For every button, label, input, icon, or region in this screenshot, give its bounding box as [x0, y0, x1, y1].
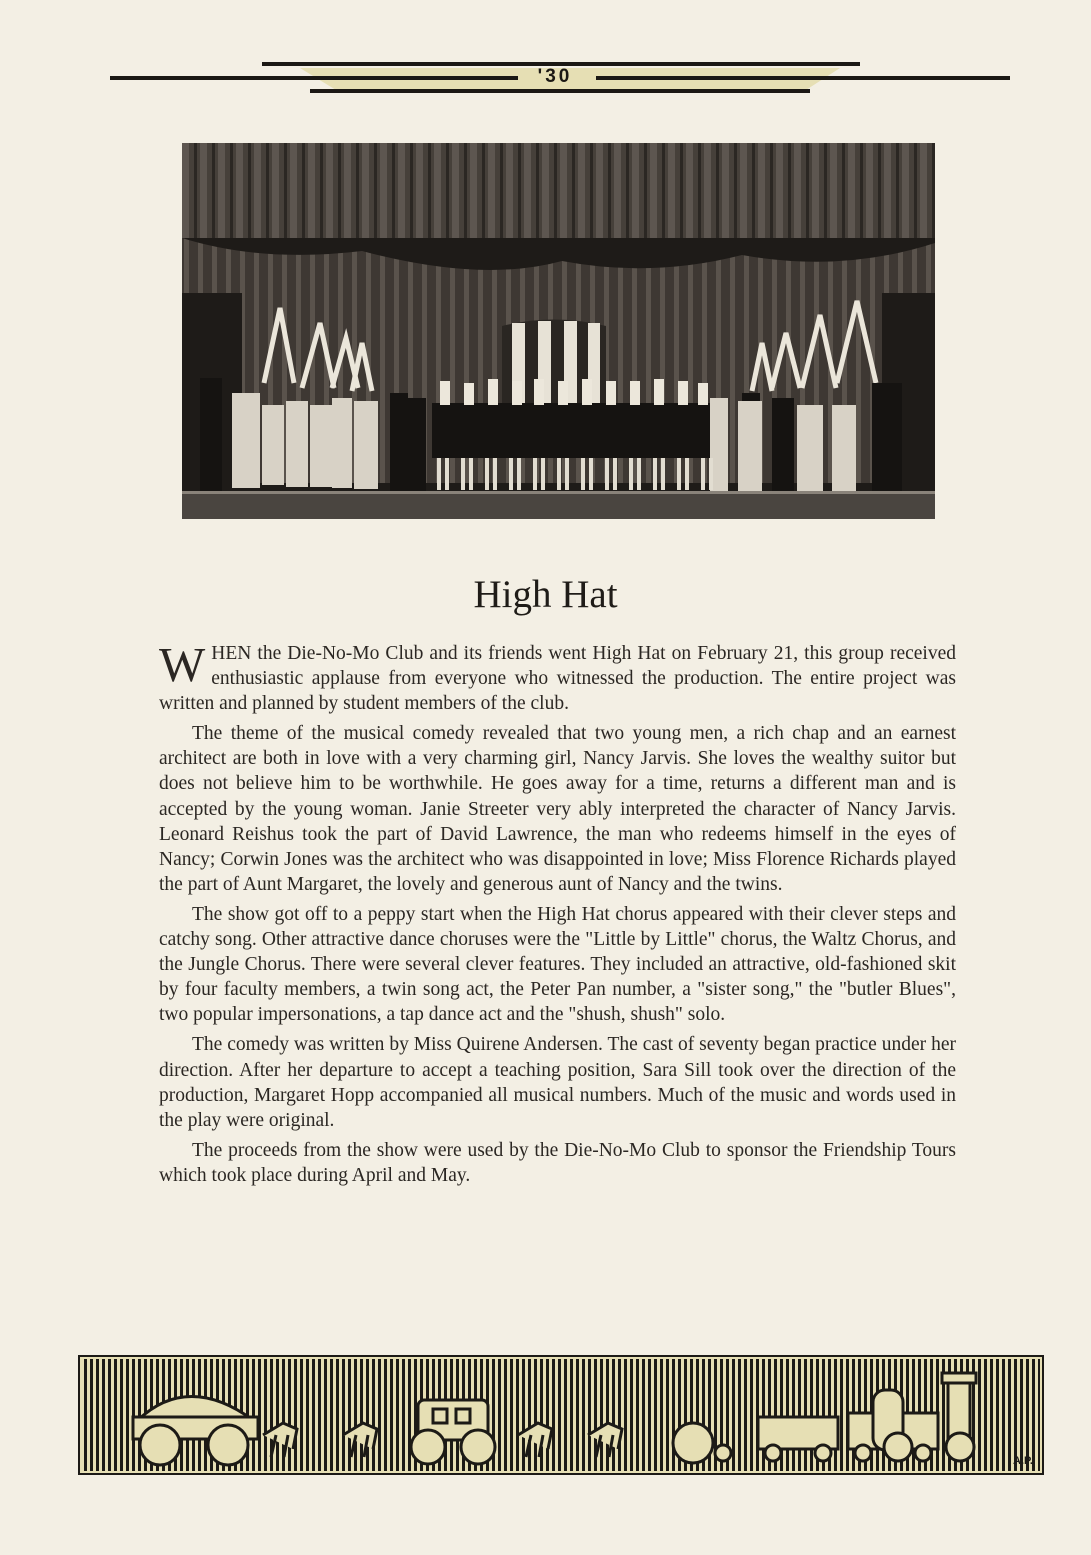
- article-paragraph: The show got off to a peppy start when the High Hat chorus appeared with their clever steps and catchy song. Other attractive dance choruses were the "Little by Little" chorus, the Waltz Chorus, and the Jungle Chorus. There were several clever features. They included an attractive, old-fashioned skit by four faculty members, a twin song act, the Peter Pan number, a "sister song," the "butler Blues", two popular impersonations, a tap dance act and the "shush, shush" solo.: [159, 903, 956, 1026]
- article-title: High Hat: [473, 573, 618, 616]
- drop-cap: W: [159, 637, 206, 692]
- stage-cast-photo-icon: [182, 143, 935, 519]
- transport-history-footer-illustration: [78, 1355, 1044, 1475]
- article-body: [159, 637, 956, 1193]
- first-paragraph-text: HEN the Die-No-Mo Club and its friends went High Hat on February 21, this group received enthusiastic applause from everyone who witnessed the production. The entire project was written and planned by student members of the club.: [159, 643, 956, 715]
- artist-initials: A.P.: [1013, 1455, 1033, 1467]
- header-rule-ornament: [0, 0, 1091, 110]
- article-paragraph: The proceeds from the show were used by the Die-No-Mo Club to sponsor the Friendship Tours which took place during April and May.: [159, 1139, 956, 1186]
- article-paragraph: [159, 637, 956, 716]
- article-paragraph: The theme of the musical comedy revealed that two young men, a rich chap and an earnest architect are both in love with a very charming girl, Nancy Jarvis. She loves the wealthy suitor but does not believe him to be worthwhile. He goes away for a time, returns a different man and is accepted by the young woman. Janie Streeter very ably interpreted the character of Nancy Jarvis. Leonard Reishus took the part of David Lawrence, the man who redeems himself in the eyes of Nancy; Corwin Jones was the architect who was disappointed in love; Miss Florence Richards played the part of Aunt Margaret, the lovely and generous aunt of Nancy and the twins.: [159, 723, 956, 895]
- year-label: '30: [537, 66, 573, 87]
- page-header: [0, 0, 1091, 110]
- stage-cast-photo: [182, 143, 935, 519]
- article-paragraph: The comedy was written by Miss Quirene Andersen. The cast of seventy began practice under her direction. After her departure to accept a teaching position, Sara Sill took over the direction of the production, Margaret Hopp accompanied all musical numbers. Much of the music and words used in the play were original.: [159, 1034, 956, 1131]
- wagon-stagecoach-train-icon: [78, 1355, 1044, 1475]
